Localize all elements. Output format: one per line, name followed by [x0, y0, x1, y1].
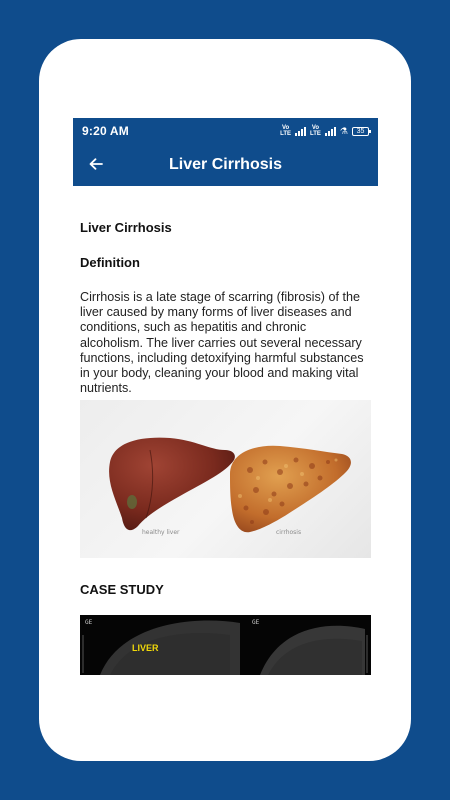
- cirrhosis-caption: cirrhosis: [276, 529, 302, 537]
- volte-icon-2: Vo LTE: [310, 125, 321, 137]
- flask-icon: ⚗: [339, 125, 348, 136]
- healthy-liver-caption: healthy liver: [142, 529, 180, 537]
- article-content: [73, 220, 378, 675]
- battery-icon: 35: [352, 127, 369, 136]
- status-icons: [280, 125, 369, 137]
- svg-text:GE: GE: [85, 619, 93, 627]
- app-bar-title: Liver Cirrhosis: [169, 156, 282, 173]
- phone-screen: [73, 118, 378, 682]
- liver-comparison-image: [80, 400, 371, 558]
- definition-text: Cirrhosis is a late stage of scarring (fibrosis) of the liver caused by many forms of liver diseases and conditions, such as hepatitis and chronic alcoholism. The liver carries out several necessary functions, including detoxifying harmful substances in your body, cleaning your blood and making vital nutrients.: [80, 290, 364, 396]
- healthy-liver: [109, 438, 235, 531]
- app-bar: [73, 144, 378, 186]
- ultrasound-image: [80, 615, 371, 675]
- volte-icon: Vo LTE: [280, 125, 292, 137]
- svg-text:GE: GE: [252, 619, 260, 627]
- case-study-heading: CASE STUDY: [80, 582, 164, 598]
- status-time: 9:20 AM: [82, 124, 129, 138]
- ultrasound-liver-label: LIVER: [132, 643, 159, 654]
- definition-heading: Definition: [80, 255, 140, 270]
- article-heading: Liver Cirrhosis: [80, 220, 172, 235]
- signal-icon-2: [325, 127, 336, 136]
- back-arrow-icon[interactable]: [85, 153, 107, 175]
- signal-icon: [295, 127, 306, 136]
- cirrhotic-liver: [230, 446, 351, 533]
- status-bar: [73, 118, 378, 144]
